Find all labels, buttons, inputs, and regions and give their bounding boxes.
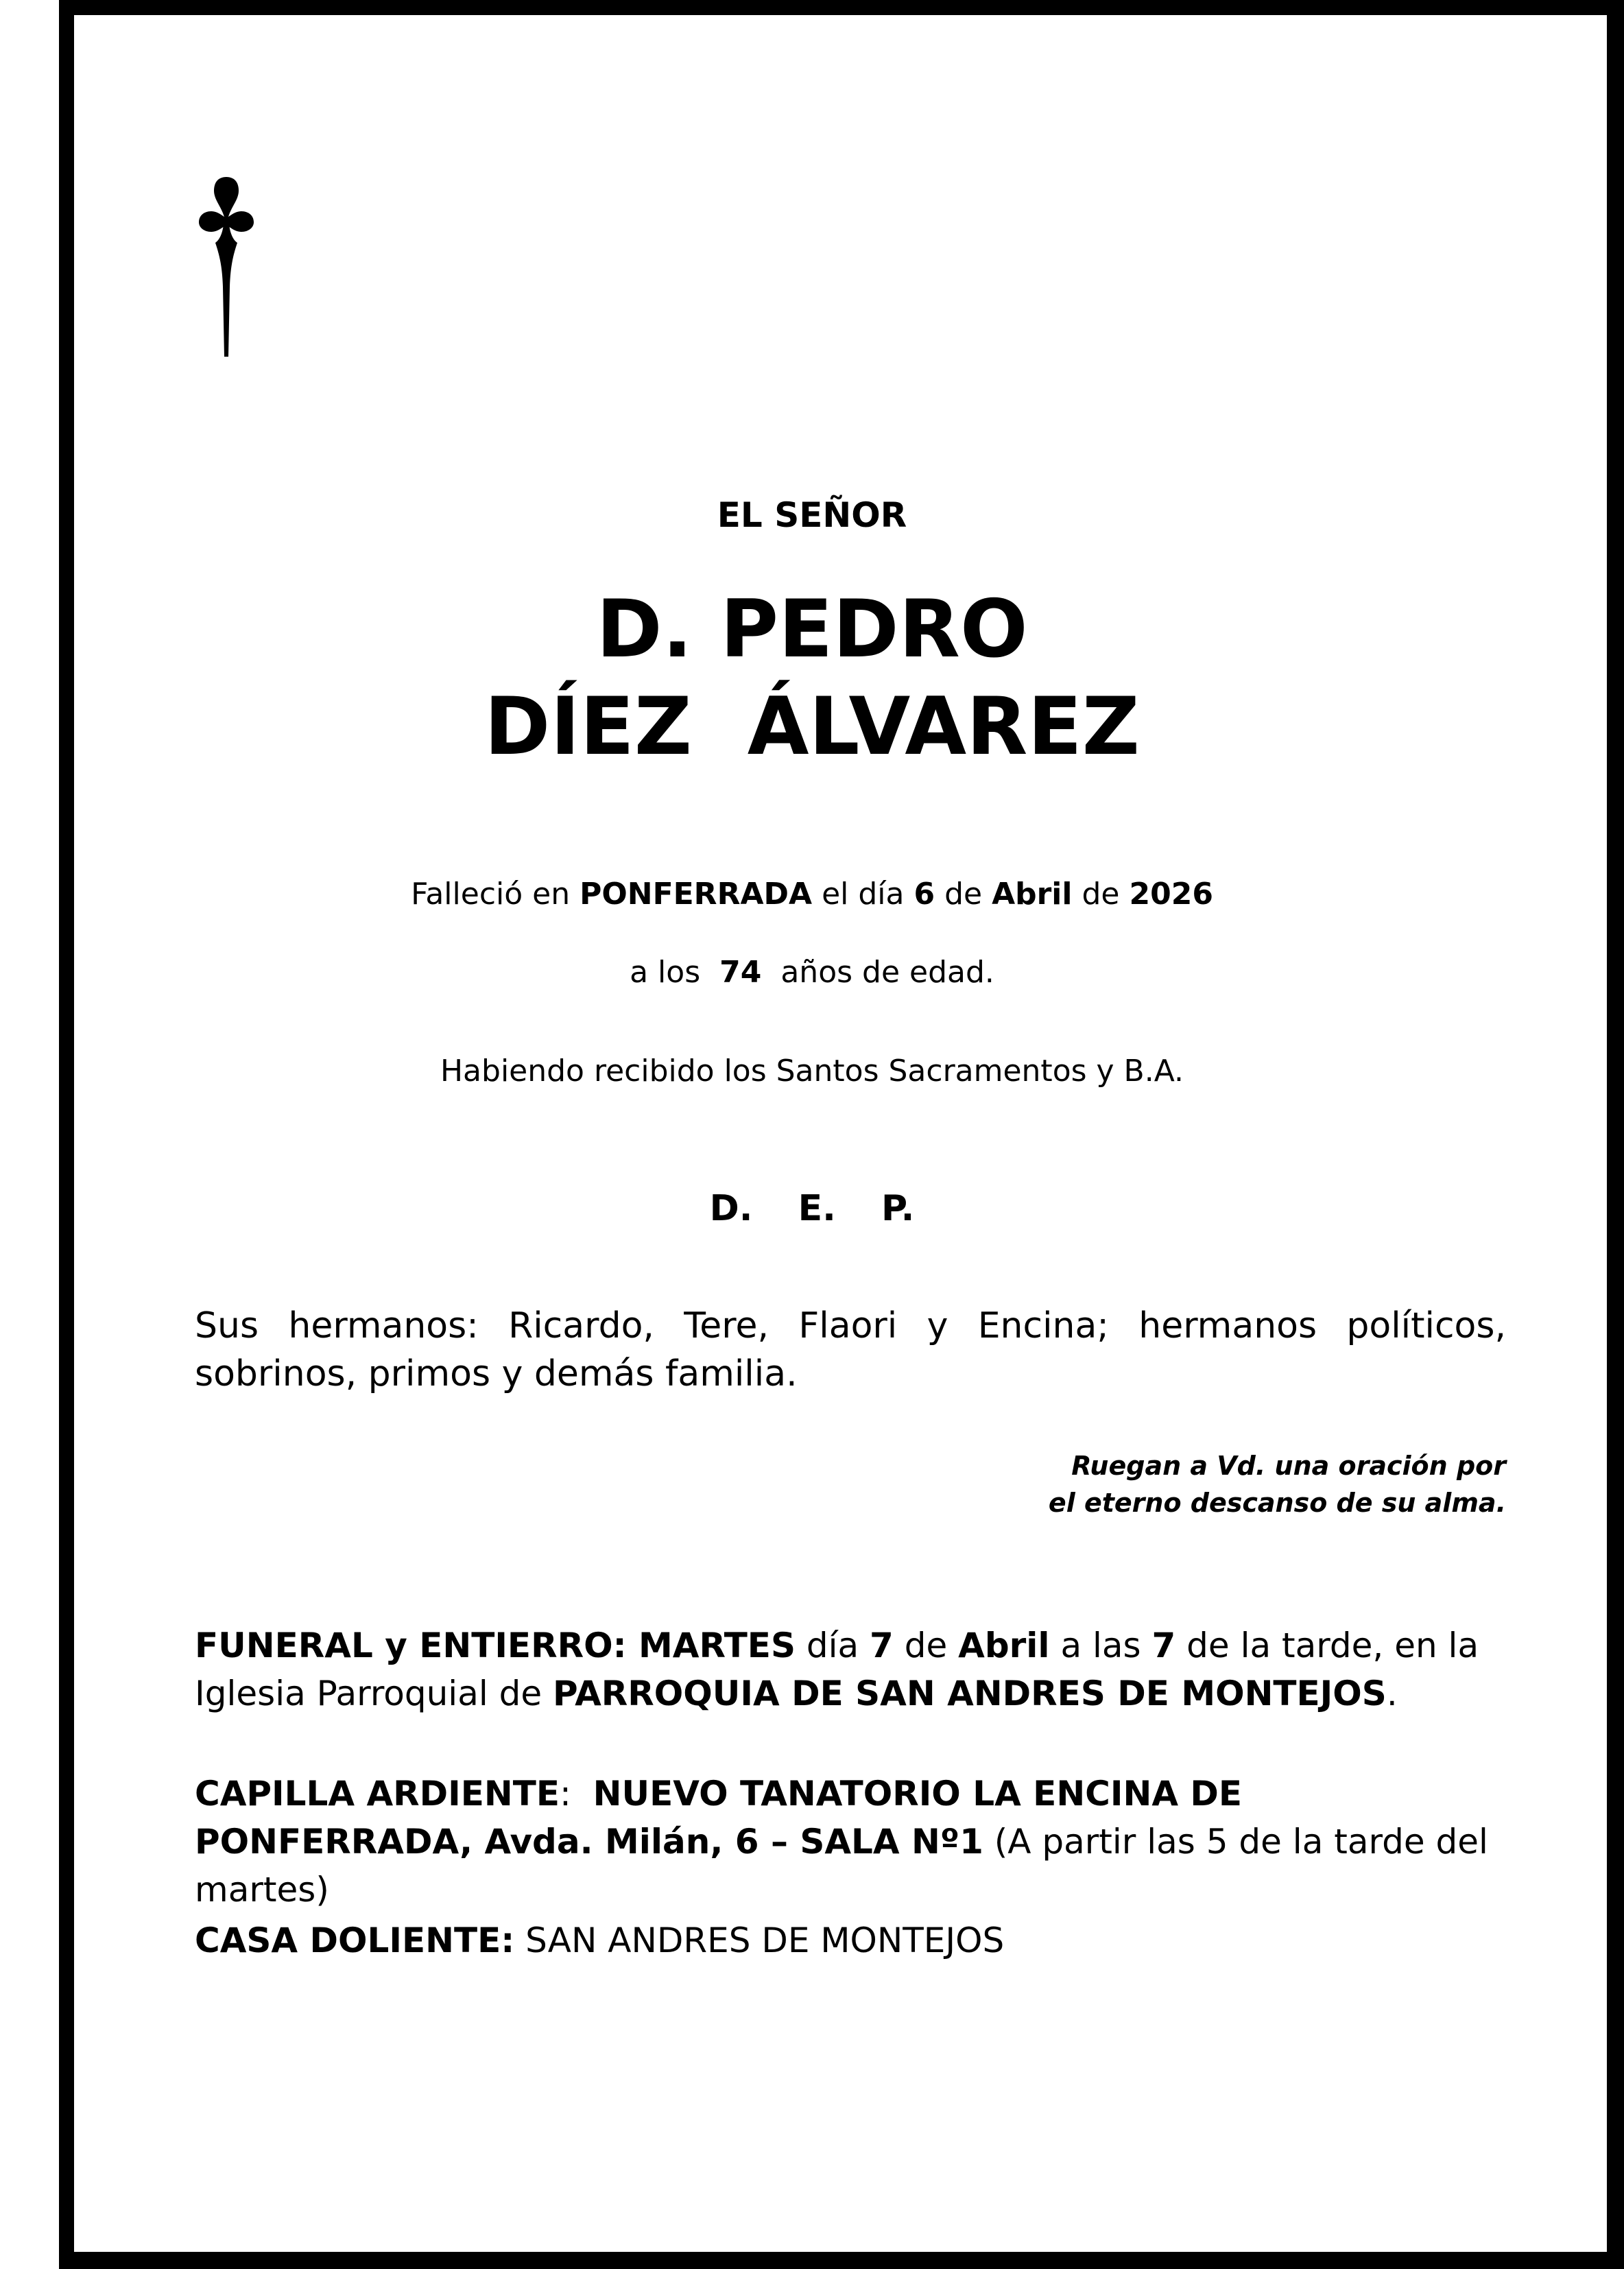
funeral-text: de la tarde, en la Iglesia Parroquial de [195,1626,1479,1713]
funeral-text: . [1386,1674,1398,1713]
prayer-line2: el eterno descanso de su alma. [1048,1488,1506,1518]
capilla-place: NUEVO TANATORIO LA ENCINA DE PONFERRADA, Avda. Milán, 6 – SALA Nº1 [195,1774,1243,1862]
dep-abbreviation: D. E. P. [709,1188,915,1229]
age-suffix: años de edad. [771,955,994,990]
death-day: 6 [914,877,935,912]
casa-value: SAN ANDRES DE MONTEJOS [514,1921,1005,1960]
cross-fleury-icon [199,177,254,362]
deceased-name-line2 [0,680,1624,773]
family-text: Sus hermanos: Ricardo, Tere, Flaori y Encina; hermanos políticos, sobrinos, primos y demás familia. [195,1305,1506,1394]
death-mid3: de [1072,877,1130,912]
funeral-text: día [795,1626,870,1665]
funeral-text: de [893,1626,959,1665]
death-prefix: Falleció en [411,877,580,912]
death-place: PONFERRADA [580,877,813,912]
age-info [0,955,1624,990]
deceased-name-line1: D. PEDRO [596,583,1028,676]
casa-doliente-info [195,1916,1512,1964]
funeral-info [195,1621,1512,1718]
sacraments-text: Habiendo recibido los Santos Sacramentos y B.A. [440,1054,1184,1089]
funeral-month: Abril [958,1626,1050,1665]
capilla-note: (A partir las 5 de la tarde del martes) [195,1822,1488,1910]
age-prefix: a los [630,955,710,990]
capilla-ardiente-info [195,1770,1512,1914]
funeral-day: 7 [870,1626,894,1665]
capilla-sep: : [560,1774,593,1814]
funeral-label: FUNERAL y ENTIERRO: MARTES [195,1626,796,1665]
funeral-hour: 7 [1151,1626,1176,1665]
death-info [0,879,1624,910]
prayer-line1: Ruegan a Vd. una oración por [1071,1451,1506,1481]
funeral-church: PARROQUIA DE SAN ANDRES DE MONTEJOS [553,1674,1387,1713]
heading-el-senor: EL SEÑOR [717,495,907,535]
death-mid1: el día [812,877,914,912]
death-mid2: de [935,877,992,912]
death-year: 2026 [1129,877,1213,912]
prayer-request [1049,1447,1506,1521]
deceased-surnames: DÍEZ ÁLVAREZ [484,680,1140,773]
casa-label: CASA DOLIENTE: [195,1921,515,1960]
funeral-text: a las [1049,1626,1152,1665]
age-value: 74 [719,955,762,990]
death-month: Abril [992,877,1073,912]
capilla-label: CAPILLA ARDIENTE [195,1774,560,1814]
